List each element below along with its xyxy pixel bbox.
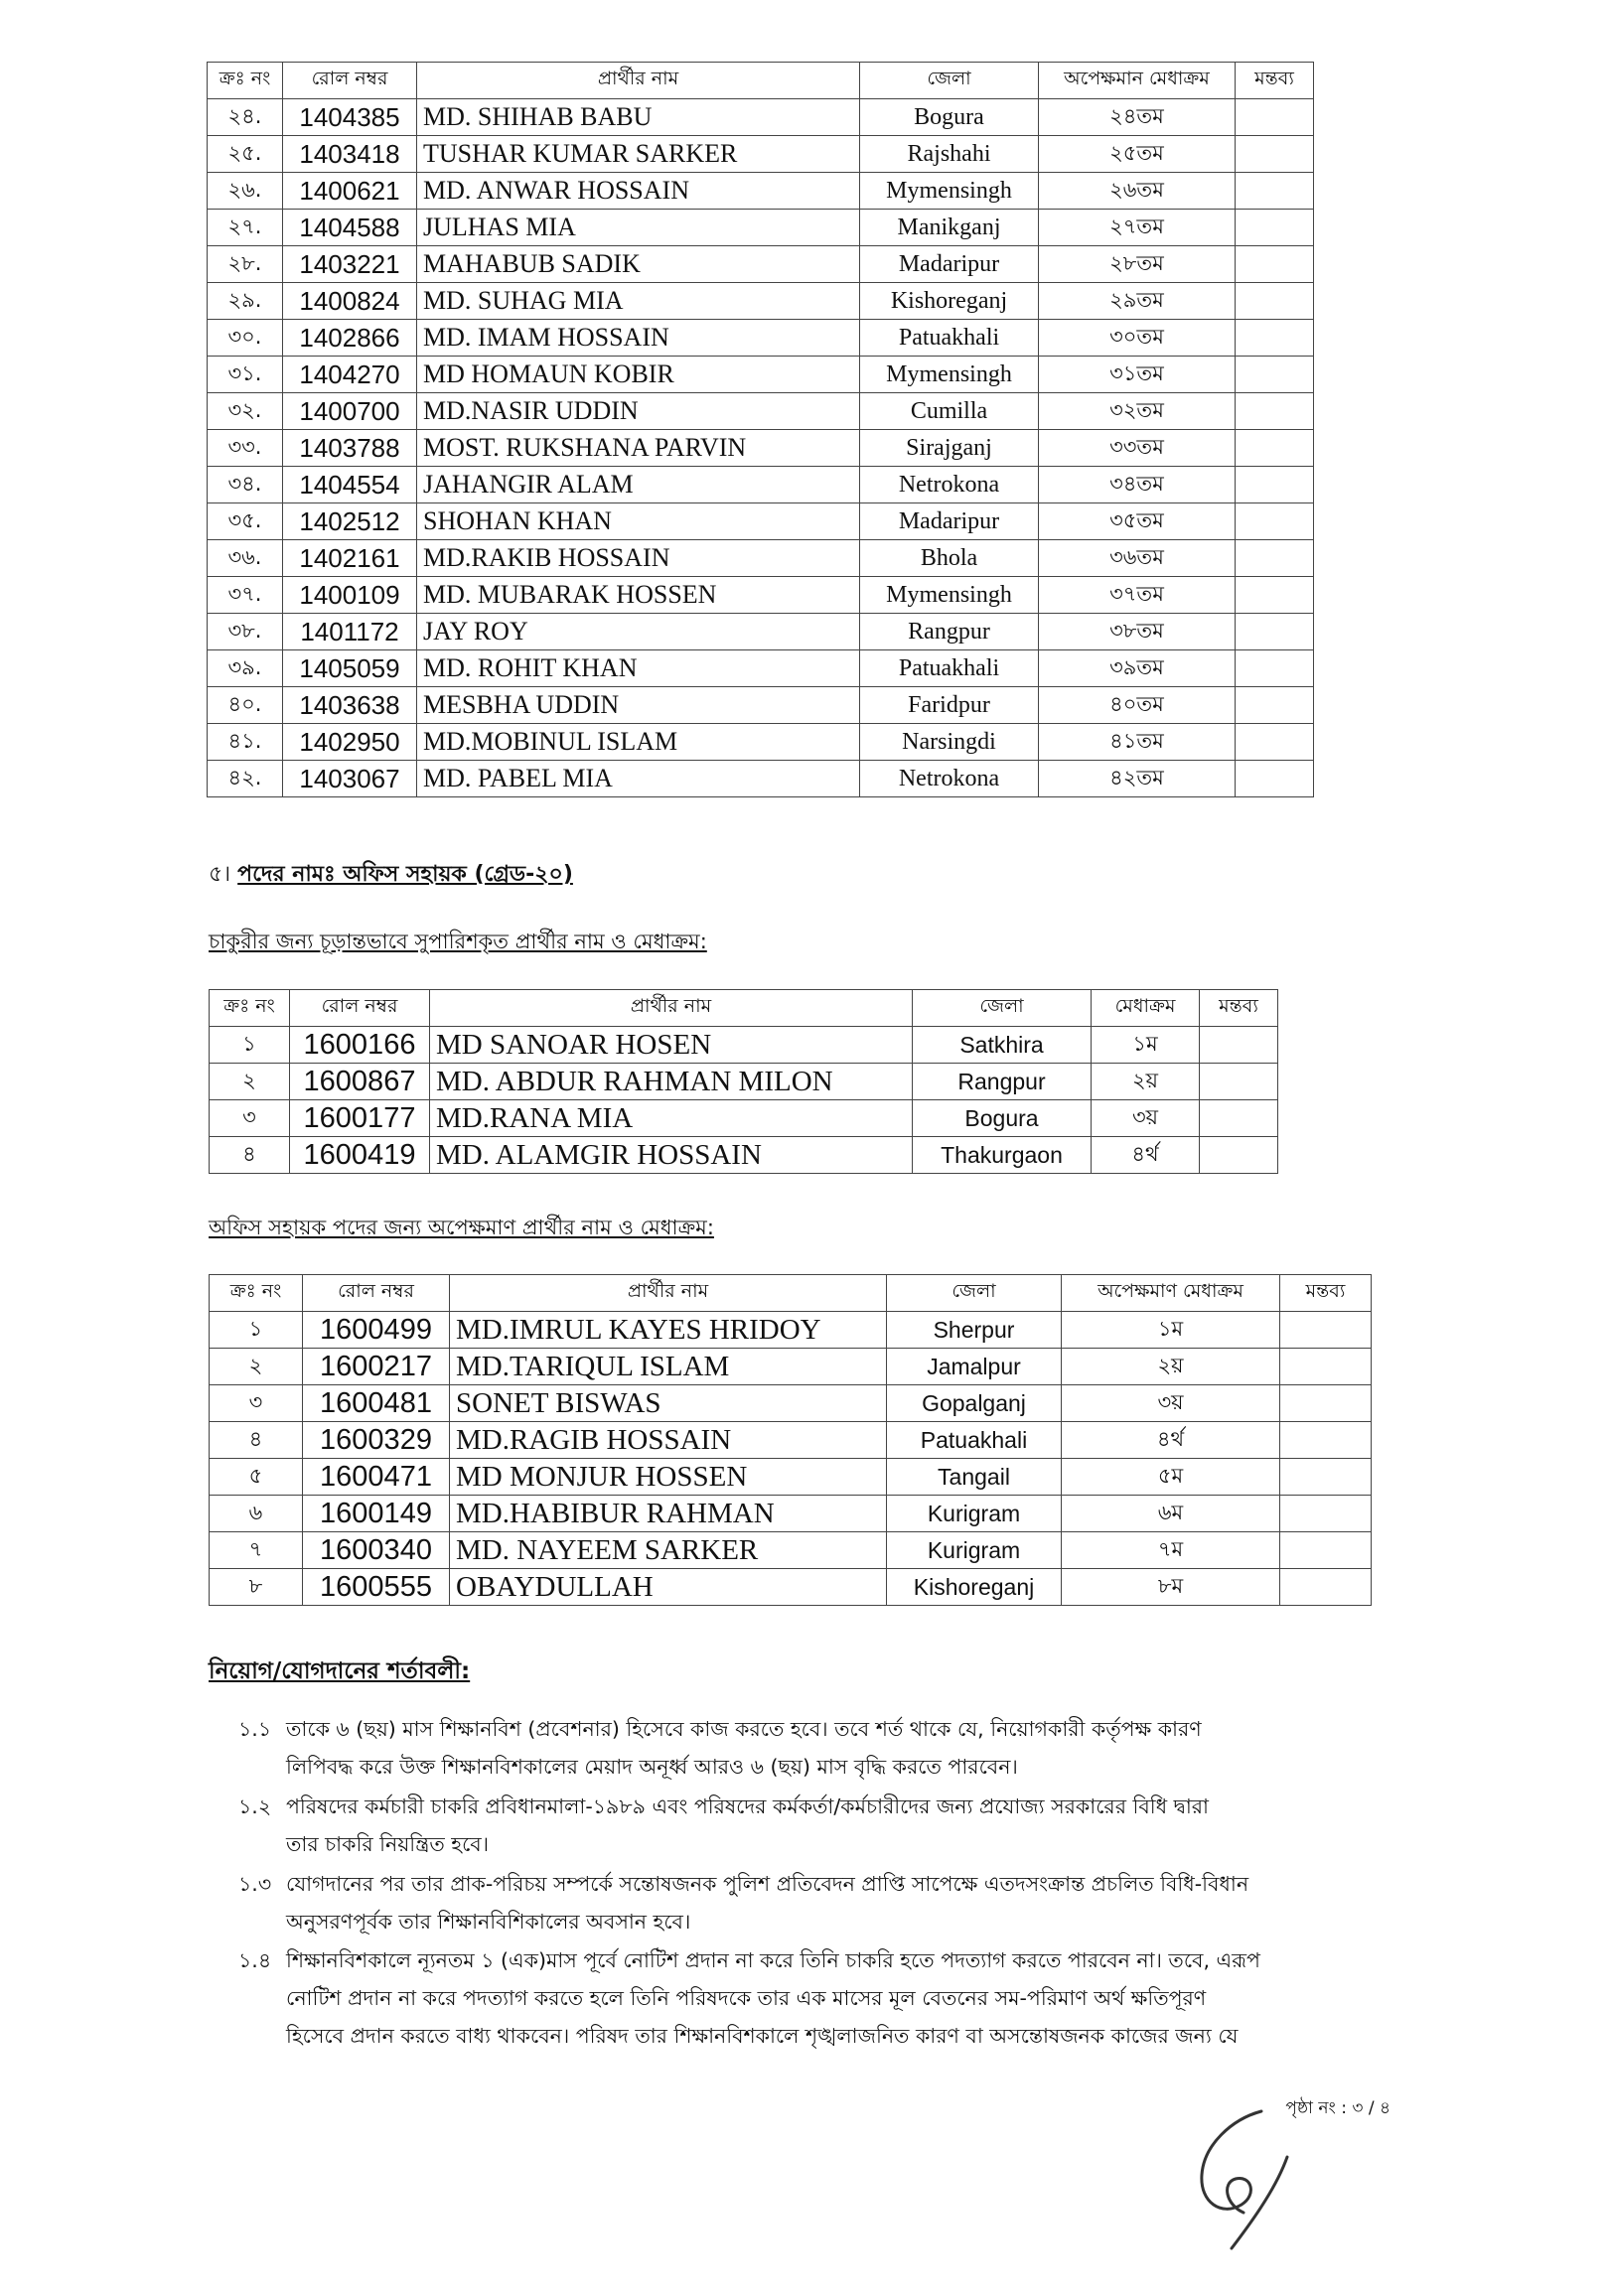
table-row (210, 1496, 1372, 1532)
name-cell: MD.RANA MIA (430, 1100, 913, 1137)
merit-cell: ৩৬তম (1039, 540, 1236, 577)
condition-text-continued: নোটিশ প্রদান না করে পদত্যাগ করতে হলে তিনি পরিষদকে তার এক মাসের মূল বেতনের সম-পরিমাণ অর্থ ক্ষতিপূরণ (286, 1986, 1207, 2010)
merit-cell: ৪২তম (1039, 761, 1236, 797)
name-cell: JAY ROY (417, 614, 860, 650)
condition-number: ১.২ (238, 1794, 272, 1818)
serial-cell: ১ (210, 1027, 290, 1064)
remarks-cell (1200, 1064, 1278, 1100)
remarks-cell (1236, 210, 1314, 246)
district-cell: Cumilla (860, 393, 1039, 430)
remarks-cell (1236, 283, 1314, 320)
serial-cell: ২৬. (208, 173, 283, 210)
remarks-cell (1236, 724, 1314, 761)
header-serial: ক্রঃ নং (210, 1275, 303, 1312)
name-cell: MOST. RUKSHANA PARVIN (417, 430, 860, 467)
roll-cell: 1404385 (283, 99, 417, 136)
name-cell: MESBHA UDDIN (417, 687, 860, 724)
table-row (208, 136, 1314, 173)
district-cell: Mymensingh (860, 357, 1039, 393)
name-cell: TUSHAR KUMAR SARKER (417, 136, 860, 173)
waiting-caption: অফিস সহায়ক পদের জন্য অপেক্ষমাণ প্রার্থীর নাম ও মেধাক্রম: (209, 1216, 714, 1239)
merit-cell: ৩৫তম (1039, 503, 1236, 540)
table-row (208, 687, 1314, 724)
district-cell: Sirajganj (860, 430, 1039, 467)
remarks-cell (1280, 1422, 1372, 1459)
roll-cell: 1600555 (303, 1569, 450, 1606)
header-district: জেলা (887, 1275, 1062, 1312)
remarks-cell (1200, 1100, 1278, 1137)
roll-cell: 1600419 (290, 1137, 430, 1174)
header-roll: রোল নম্বর (303, 1275, 450, 1312)
remarks-cell (1236, 246, 1314, 283)
roll-cell: 1404270 (283, 357, 417, 393)
merit-cell: ৩য় (1062, 1385, 1280, 1422)
roll-cell: 1600481 (303, 1385, 450, 1422)
roll-cell: 1405059 (283, 650, 417, 687)
serial-cell: ৪২. (208, 761, 283, 797)
merit-cell: ৩য় (1092, 1100, 1200, 1137)
table-row (208, 467, 1314, 503)
header-serial: ক্রঃ নং (210, 990, 290, 1027)
roll-cell: 1400700 (283, 393, 417, 430)
merit-cell: ৪১তম (1039, 724, 1236, 761)
condition-number: ১.১ (238, 1717, 272, 1741)
roll-cell: 1600867 (290, 1064, 430, 1100)
district-cell: Kurigram (887, 1532, 1062, 1569)
roll-cell: 1600329 (303, 1422, 450, 1459)
name-cell: MD.NASIR UDDIN (417, 393, 860, 430)
serial-cell: ৩৮. (208, 614, 283, 650)
serial-cell: ৩৩. (208, 430, 283, 467)
table-row (210, 1100, 1278, 1137)
district-cell: Thakurgaon (913, 1137, 1092, 1174)
name-cell: MD. ABDUR RAHMAN MILON (430, 1064, 913, 1100)
district-cell: Rangpur (913, 1064, 1092, 1100)
merit-cell: ২৮তম (1039, 246, 1236, 283)
table-header-row (210, 1275, 1372, 1312)
roll-cell: 1403418 (283, 136, 417, 173)
district-cell: Patuakhali (887, 1422, 1062, 1459)
header-merit: অপেক্ষমাণ মেধাক্রম (1062, 1275, 1280, 1312)
table-row (208, 393, 1314, 430)
table-row (208, 577, 1314, 614)
table-row (210, 1569, 1372, 1606)
header-merit: মেধাক্রম (1092, 990, 1200, 1027)
conditions-heading: নিয়োগ/যোগদানের শর্তাবলী: (209, 1658, 471, 1684)
serial-cell: ৩১. (208, 357, 283, 393)
remarks-cell (1236, 430, 1314, 467)
table-row (208, 540, 1314, 577)
serial-cell: ৩ (210, 1385, 303, 1422)
remarks-cell (1236, 357, 1314, 393)
condition-text: শিক্ষানবিশকালে ন্যূনতম ১ (এক)মাস পূর্বে নোটিশ প্রদান না করে তিনি চাকরি হতে পদত্যাগ করতে পারবেন না। তবে, এরূপ (286, 1948, 1260, 1972)
table-row (208, 283, 1314, 320)
merit-cell: ২৪তম (1039, 99, 1236, 136)
condition-text: যোগদানের পর তার প্রাক-পরিচয় সম্পর্কে সন্তোষজনক পুলিশ প্রতিবেদন প্রাপ্তি সাপেক্ষে এতদসংক্রান্ত প্রচলিত বিধি-বিধান (286, 1872, 1249, 1896)
district-cell: Bogura (860, 99, 1039, 136)
district-cell: Kishoreganj (860, 283, 1039, 320)
merit-cell: ২য় (1062, 1349, 1280, 1385)
name-cell: MD.RAKIB HOSSAIN (417, 540, 860, 577)
district-cell: Bogura (913, 1100, 1092, 1137)
roll-cell: 1600166 (290, 1027, 430, 1064)
name-cell: OBAYDULLAH (450, 1569, 887, 1606)
roll-cell: 1402161 (283, 540, 417, 577)
table-header-row (208, 63, 1314, 99)
condition-number: ১.৪ (238, 1948, 272, 1972)
table-row (208, 99, 1314, 136)
name-cell: MD HOMAUN KOBIR (417, 357, 860, 393)
serial-cell: ৪১. (208, 724, 283, 761)
signature-icon (1192, 2105, 1311, 2254)
table-row (210, 1137, 1278, 1174)
name-cell: MD. SHIHAB BABU (417, 99, 860, 136)
remarks-cell (1236, 503, 1314, 540)
header-roll: রোল নম্বর (283, 63, 417, 99)
remarks-cell (1236, 136, 1314, 173)
merit-cell: ৭ম (1062, 1532, 1280, 1569)
remarks-cell (1236, 99, 1314, 136)
serial-cell: ৮ (210, 1569, 303, 1606)
district-cell: Kurigram (887, 1496, 1062, 1532)
name-cell: MD.RAGIB HOSSAIN (450, 1422, 887, 1459)
district-cell: Mymensingh (860, 577, 1039, 614)
district-cell: Gopalganj (887, 1385, 1062, 1422)
page-number: পৃষ্ঠা নং : ৩ / ৪ (1285, 2098, 1390, 2118)
remarks-cell (1236, 650, 1314, 687)
table-row (210, 1027, 1278, 1064)
roll-cell: 1400621 (283, 173, 417, 210)
roll-cell: 1600177 (290, 1100, 430, 1137)
name-cell: MD. MUBARAK HOSSEN (417, 577, 860, 614)
name-cell: MD. ALAMGIR HOSSAIN (430, 1137, 913, 1174)
serial-cell: ২৮. (208, 246, 283, 283)
remarks-cell (1280, 1312, 1372, 1349)
serial-cell: ৪ (210, 1137, 290, 1174)
name-cell: SONET BISWAS (450, 1385, 887, 1422)
serial-cell: ৩০. (208, 320, 283, 357)
final-list-table (209, 989, 1278, 1174)
header-name: প্রার্থীর নাম (450, 1275, 887, 1312)
merit-cell: ২য় (1092, 1064, 1200, 1100)
name-cell: MD.IMRUL KAYES HRIDOY (450, 1312, 887, 1349)
remarks-cell (1280, 1496, 1372, 1532)
district-cell: Jamalpur (887, 1349, 1062, 1385)
remarks-cell (1200, 1137, 1278, 1174)
roll-cell: 1404588 (283, 210, 417, 246)
header-remarks: মন্তব্য (1200, 990, 1278, 1027)
serial-cell: ৩৪. (208, 467, 283, 503)
merit-cell: ৩৮তম (1039, 614, 1236, 650)
district-cell: Netrokona (860, 761, 1039, 797)
district-cell: Netrokona (860, 467, 1039, 503)
district-cell: Rajshahi (860, 136, 1039, 173)
serial-cell: ১ (210, 1312, 303, 1349)
remarks-cell (1280, 1459, 1372, 1496)
condition-item (238, 1941, 1460, 2055)
condition-item (238, 1865, 1460, 1940)
district-cell: Kishoreganj (887, 1569, 1062, 1606)
table-header-row (210, 990, 1278, 1027)
roll-cell: 1402950 (283, 724, 417, 761)
district-cell: Tangail (887, 1459, 1062, 1496)
district-cell: Rangpur (860, 614, 1039, 650)
remarks-cell (1236, 761, 1314, 797)
remarks-cell (1280, 1385, 1372, 1422)
district-cell: Satkhira (913, 1027, 1092, 1064)
serial-cell: ৩৬. (208, 540, 283, 577)
serial-cell: ৩ (210, 1100, 290, 1137)
post-title (209, 857, 573, 894)
remarks-cell (1280, 1349, 1372, 1385)
merit-cell: ১ম (1062, 1312, 1280, 1349)
header-roll: রোল নম্বর (290, 990, 430, 1027)
serial-cell: ২ (210, 1349, 303, 1385)
table-row (210, 1532, 1372, 1569)
header-district: জেলা (860, 63, 1039, 99)
condition-item (238, 1710, 1460, 1786)
name-cell: MD.TARIQUL ISLAM (450, 1349, 887, 1385)
table-row (208, 246, 1314, 283)
serial-cell: ৩৭. (208, 577, 283, 614)
condition-text-continued: অনুসরণপূর্বক তার শিক্ষানবিশিকালের অবসান হবে। (286, 1910, 691, 1934)
district-cell: Mymensingh (860, 173, 1039, 210)
remarks-cell (1236, 687, 1314, 724)
roll-cell: 1403788 (283, 430, 417, 467)
serial-cell: ২৭. (208, 210, 283, 246)
name-cell: MD MONJUR HOSSEN (450, 1459, 887, 1496)
name-cell: MD SANOAR HOSEN (430, 1027, 913, 1064)
merit-cell: ৫ম (1062, 1459, 1280, 1496)
serial-cell: ৪ (210, 1422, 303, 1459)
header-district: জেলা (913, 990, 1092, 1027)
merit-cell: ১ম (1092, 1027, 1200, 1064)
roll-cell: 1402512 (283, 503, 417, 540)
table-row (208, 210, 1314, 246)
name-cell: SHOHAN KHAN (417, 503, 860, 540)
roll-cell: 1403067 (283, 761, 417, 797)
merit-cell: ৩২তম (1039, 393, 1236, 430)
serial-cell: ২ (210, 1064, 290, 1100)
serial-cell: ৬ (210, 1496, 303, 1532)
roll-cell: 1402866 (283, 320, 417, 357)
roll-cell: 1400109 (283, 577, 417, 614)
table-row (210, 1064, 1278, 1100)
roll-cell: 1403638 (283, 687, 417, 724)
table-row (210, 1422, 1372, 1459)
district-cell: Madaripur (860, 503, 1039, 540)
name-cell: MD.MOBINUL ISLAM (417, 724, 860, 761)
serial-cell: ৪০. (208, 687, 283, 724)
remarks-cell (1236, 614, 1314, 650)
roll-cell: 1401172 (283, 614, 417, 650)
district-cell: Patuakhali (860, 320, 1039, 357)
district-cell: Narsingdi (860, 724, 1039, 761)
table-row (208, 503, 1314, 540)
condition-number: ১.৩ (238, 1872, 272, 1896)
merit-cell: ২৯তম (1039, 283, 1236, 320)
roll-cell: 1600340 (303, 1532, 450, 1569)
remarks-cell (1280, 1569, 1372, 1606)
merit-cell: ৩০তম (1039, 320, 1236, 357)
merit-cell: ৩৩তম (1039, 430, 1236, 467)
serial-cell: ৫ (210, 1459, 303, 1496)
condition-text-continued: হিসেবে প্রদান করতে বাধ্য থাকবেন। পরিষদ তার শিক্ষানবিশকালে শৃঙ্খলাজনিত কারণ বা অসন্তোষজনক কাজের জন্য যে (286, 2024, 1239, 2048)
remarks-cell (1280, 1532, 1372, 1569)
roll-cell: 1400824 (283, 283, 417, 320)
district-cell: Manikganj (860, 210, 1039, 246)
table-row (210, 1349, 1372, 1385)
merit-cell: ৩৪তম (1039, 467, 1236, 503)
serial-cell: ২৫. (208, 136, 283, 173)
table-row (210, 1459, 1372, 1496)
remarks-cell (1236, 577, 1314, 614)
serial-cell: ২৯. (208, 283, 283, 320)
roll-cell: 1600499 (303, 1312, 450, 1349)
serial-cell: ২৪. (208, 99, 283, 136)
name-cell: MD. SUHAG MIA (417, 283, 860, 320)
table-row (208, 430, 1314, 467)
name-cell: JULHAS MIA (417, 210, 860, 246)
header-name: প্রার্থীর নাম (430, 990, 913, 1027)
name-cell: MD. PABEL MIA (417, 761, 860, 797)
name-cell: MD.HABIBUR RAHMAN (450, 1496, 887, 1532)
remarks-cell (1236, 467, 1314, 503)
serial-cell: ৩২. (208, 393, 283, 430)
post-number: ৫। (209, 862, 231, 887)
merit-cell: ৩৭তম (1039, 577, 1236, 614)
merit-cell: ২৫তম (1039, 136, 1236, 173)
name-cell: MD. NAYEEM SARKER (450, 1532, 887, 1569)
table-row (208, 724, 1314, 761)
condition-text-continued: লিপিবদ্ধ করে উক্ত শিক্ষানবিশকালের মেয়াদ অনূর্ধ্ব আরও ৬ (ছয়) মাস বৃদ্ধি করতে পারবেন। (286, 1755, 1018, 1779)
merit-cell: ৩১তম (1039, 357, 1236, 393)
condition-text: তাকে ৬ (ছয়) মাস শিক্ষানবিশ (প্রবেশনার) হিসেবে কাজ করতে হবে। তবে শর্ত থাকে যে, নিয়োগকারী কর্তৃপক্ষ কারণ (286, 1717, 1202, 1741)
serial-cell: ৩৫. (208, 503, 283, 540)
header-name: প্রার্থীর নাম (417, 63, 860, 99)
name-cell: MD. ROHIT KHAN (417, 650, 860, 687)
serial-cell: ৭ (210, 1532, 303, 1569)
name-cell: MAHABUB SADIK (417, 246, 860, 283)
waiting-list-table-2 (209, 1274, 1372, 1606)
table-row (208, 173, 1314, 210)
roll-cell: 1404554 (283, 467, 417, 503)
roll-cell: 1403221 (283, 246, 417, 283)
merit-cell: ৬ম (1062, 1496, 1280, 1532)
table-row (210, 1385, 1372, 1422)
condition-text: পরিষদের কর্মচারী চাকরি প্রবিধানমালা-১৯৮৯ এবং পরিষদের কর্মকর্তা/কর্মচারীদের জন্য প্রযোজ্য সরকারের বিধি দ্বারা (286, 1794, 1209, 1818)
name-cell: MD. ANWAR HOSSAIN (417, 173, 860, 210)
district-cell: Bhola (860, 540, 1039, 577)
condition-item (238, 1788, 1460, 1863)
serial-cell: ৩৯. (208, 650, 283, 687)
merit-cell: ২৭তম (1039, 210, 1236, 246)
roll-cell: 1600471 (303, 1459, 450, 1496)
table-row (210, 1312, 1372, 1349)
header-remarks: মন্তব্য (1280, 1275, 1372, 1312)
table-row (208, 357, 1314, 393)
name-cell: MD. IMAM HOSSAIN (417, 320, 860, 357)
roll-cell: 1600217 (303, 1349, 450, 1385)
remarks-cell (1200, 1027, 1278, 1064)
merit-cell: ২৬তম (1039, 173, 1236, 210)
table-row (208, 614, 1314, 650)
name-cell: JAHANGIR ALAM (417, 467, 860, 503)
table-row (208, 650, 1314, 687)
final-caption: চাকুরীর জন্য চূড়ান্তভাবে সুপারিশকৃত প্রার্থীর নাম ও মেধাক্রম: (209, 930, 707, 953)
merit-cell: ৪র্থ (1092, 1137, 1200, 1174)
table-row (208, 320, 1314, 357)
merit-cell: ৪০তম (1039, 687, 1236, 724)
header-serial: ক্রঃ নং (208, 63, 283, 99)
district-cell: Faridpur (860, 687, 1039, 724)
table-row (208, 761, 1314, 797)
remarks-cell (1236, 393, 1314, 430)
header-merit: অপেক্ষমান মেধাক্রম (1039, 63, 1236, 99)
merit-cell: ৩৯তম (1039, 650, 1236, 687)
roll-cell: 1600149 (303, 1496, 450, 1532)
waiting-list-table-1 (207, 62, 1314, 797)
remarks-cell (1236, 320, 1314, 357)
merit-cell: ৮ম (1062, 1569, 1280, 1606)
merit-cell: ৪র্থ (1062, 1422, 1280, 1459)
district-cell: Patuakhali (860, 650, 1039, 687)
remarks-cell (1236, 173, 1314, 210)
header-remarks: মন্তব্য (1236, 63, 1314, 99)
remarks-cell (1236, 540, 1314, 577)
district-cell: Madaripur (860, 246, 1039, 283)
post-name: পদের নামঃ অফিস সহায়ক (গ্রেড-২০) (237, 862, 573, 887)
condition-text-continued: তার চাকরি নিয়ন্ত্রিত হবে। (286, 1832, 490, 1856)
district-cell: Sherpur (887, 1312, 1062, 1349)
